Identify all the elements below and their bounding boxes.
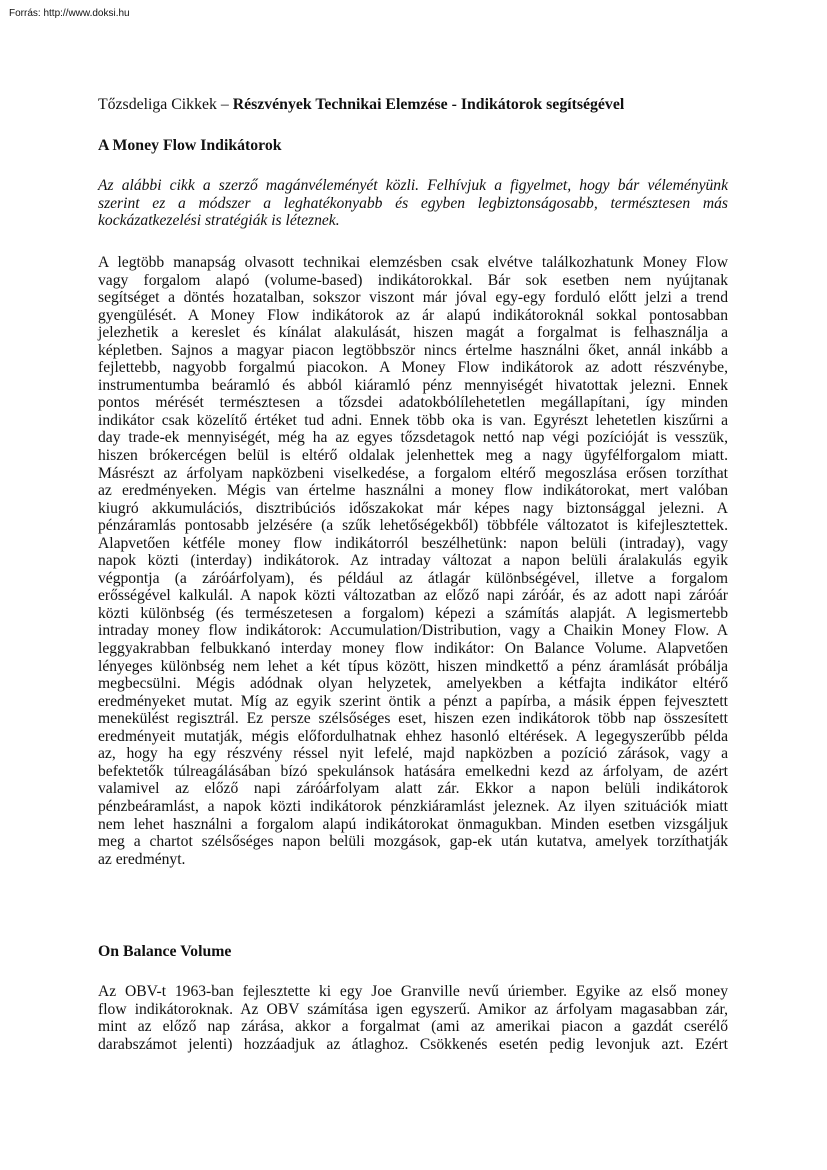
text-line: segítséget a döntés hozatalban, sokszor viszont már jóval egy-egy forduló előtt jelzi a trend	[98, 289, 728, 307]
text-line: fejlettebb, nagyobb forgalmú piacokon. A Money Flow indikátorok az adott részvénybe,	[98, 359, 728, 377]
text-line: leggyakrabban felbukkanó interday money flow indikátor: On Balance Volume. Alapvetően	[98, 640, 728, 658]
text-line: képletben. Sajnos a magyar piacon legtöbbször nincs értelme használni őket, annál inkább a	[98, 341, 728, 359]
text-line: instrumentumba beáramló és abból kiáramló pénz mennyiségét hivatottak jelezni. Ennek	[98, 376, 728, 394]
series-label: Tőzsdeliga Cikkek –	[98, 96, 229, 113]
text-line: az eredményeken. Mégis van értelme használni a money flow indikátorokat, mert valóban	[98, 482, 728, 500]
text-line: A legtöbb manapság olvasott technikai elemzésben csak elvétve találkozhatunk Money Flow	[98, 254, 728, 271]
text-line: szerint ez a módszer a leghatékonyabb és egyben legbiztonságosabb, természtesen más	[98, 194, 728, 212]
text-line: közti különbség (és természetesen a forgalom) képezi a számítás alapját. A legismertebb	[98, 604, 728, 622]
section-heading-money-flow: A Money Flow Indikátorok	[98, 137, 282, 154]
disclaimer-paragraph	[98, 177, 728, 230]
text-line: gyengülését. A Money Flow indikátorok az ár alapú indikátoroknál sokkal pontosabban	[98, 306, 728, 324]
text-line: eredményeit mutatják, mégis előfordulhatnak ehhez hasonló eltérések. A legegyszerűbb példa	[98, 727, 728, 745]
text-line: megbecsülni. Mégis adódnak olyan helyzetek, amelyekben a kétfajta indikátor eltérő	[98, 675, 728, 693]
document-title: Részvények Technikai Elemzése - Indikátorok segítségével	[232, 96, 625, 113]
text-line: az, hogy ha egy részvény réssel nyit lefelé, majd napközben a pozíció zárások, vagy a	[98, 745, 728, 763]
text-line: darabszámot jelenti) hozzáadjuk az átlaghoz. Csökkenés esetén pedig levonjuk azt. Ezért	[98, 1035, 728, 1053]
text-line: erősségével kalkulál. A napok közti változatban az előző napi záróár, és az adott napi záróár	[98, 587, 728, 605]
text-line: flow indikátoroknak. Az OBV számítása igen egyszerű. Amikor az árfolyam magasabban zár,	[98, 1000, 728, 1018]
text-line: Az OBV-t 1963-ban fejlesztette ki egy Joe Granville nevű úriember. Egyike az első money	[98, 983, 728, 1000]
text-line: kockázatkezelési stratégiák is léteznek.	[98, 212, 340, 230]
text-line: jelezhetik a kereslet és kínálat alakulását, hiszen magát a forgalmat is felhasználja a	[98, 324, 728, 342]
text-line: menekülést regisztrál. Ez persze szélsőséges eset, hiszen ezen indikátorok több nap összesített	[98, 710, 728, 728]
text-line: Alapvetően kétféle money flow indikátorról beszélhetünk: napon belüli (intraday), vagy	[98, 534, 728, 552]
obv-paragraph	[98, 983, 728, 1053]
document-header	[98, 96, 728, 114]
text-line: lényeges különbség nem lehet a két típus között, hiszen mindkettő a pénz áramlását próbálja	[98, 657, 728, 675]
text-line: kiugró akkumulációs, disztribúciós időszakokat már képes nagy biztonsággal jelezni. A	[98, 499, 728, 517]
text-line: végpontja (a záróárfolyam), és például az átlagár különbségével, illetve a forgalom	[98, 569, 728, 587]
text-line: befektetők túlreagálásában bízó spekulánsok hatására emelkedni kezd az árfolyam, de azért	[98, 762, 728, 780]
text-line: pénzbeáramlást, a napok közti indikátorok pénzkiáramlást jeleznek. Az ilyen szituációk miatt	[98, 797, 728, 815]
source-label: Forrás: http://www.doksi.hu	[9, 8, 130, 19]
text-line: day trade-ek mennyiségét, még ha az egyes tőzsdetagok nettó nap végi pozícióját is vesszük,	[98, 429, 728, 447]
money-flow-paragraph	[98, 254, 728, 868]
text-line: hiszen brókercégen belül is eltérő oldalak jelenhettek meg a nagy ügyfélforgalom miatt.	[98, 447, 728, 465]
text-line: az eredményt.	[98, 850, 186, 868]
text-line: meg a chartot szélsőséges napon belüli mozgások, gap-ek után kutatva, amelyek torzíthatják	[98, 833, 728, 851]
text-line: Az alábbi cikk a szerző magánvéleményét közli. Felhívjuk a figyelmet, hogy bár véleményünk	[98, 177, 728, 194]
text-line: napok közti (interday) indikátorok. Az intraday változat a napon belüli áralakulás egyik	[98, 552, 728, 570]
text-line: pontos mérését természtesen a tőzsdei adatokbólílehetetlen megállapítani, így minden	[98, 394, 728, 412]
text-line: intraday money flow indikátorok: Accumulation/Distribution, vagy a Chaikin Money Flow. A	[98, 622, 728, 640]
text-line: pénzáramlás pontosabb jelzésére (a szűk lehetőségekből) többféle változatot is kifejlesztettek.	[98, 517, 728, 535]
text-line: valamivel az előző napi záróárfolyam alatt zár. Ekkor a napon belüli indikátorok	[98, 780, 728, 798]
section-heading-obv: On Balance Volume	[98, 943, 232, 960]
text-line: eredményeket mutat. Míg az egyik szerint öntik a pénzt a papírba, a másik éppen fejvesztett	[98, 692, 728, 710]
text-line: Másrészt az árfolyam napközbeni viselkedése, a forgalom eltérő megoszlása erősen torzíthat	[98, 464, 728, 482]
text-line: indikátor csak közelítő értéket tud adni. Ennek több oka is van. Egyrészt lehetetlen kiszűrni a	[98, 411, 728, 429]
text-line: mint az előző nap zárása, akkor a forgalmat (ami az amerikai piacon a gazdát cserélő	[98, 1018, 728, 1036]
text-line: nem lehet használni a forgalom alapú indikátorokat önmagukban. Minden esetben vizsgáljuk	[98, 815, 728, 833]
text-line: vagy forgalom alapó (volume-based) indikátorokkal. Bár sok esetben nem nyújtanak	[98, 271, 728, 289]
